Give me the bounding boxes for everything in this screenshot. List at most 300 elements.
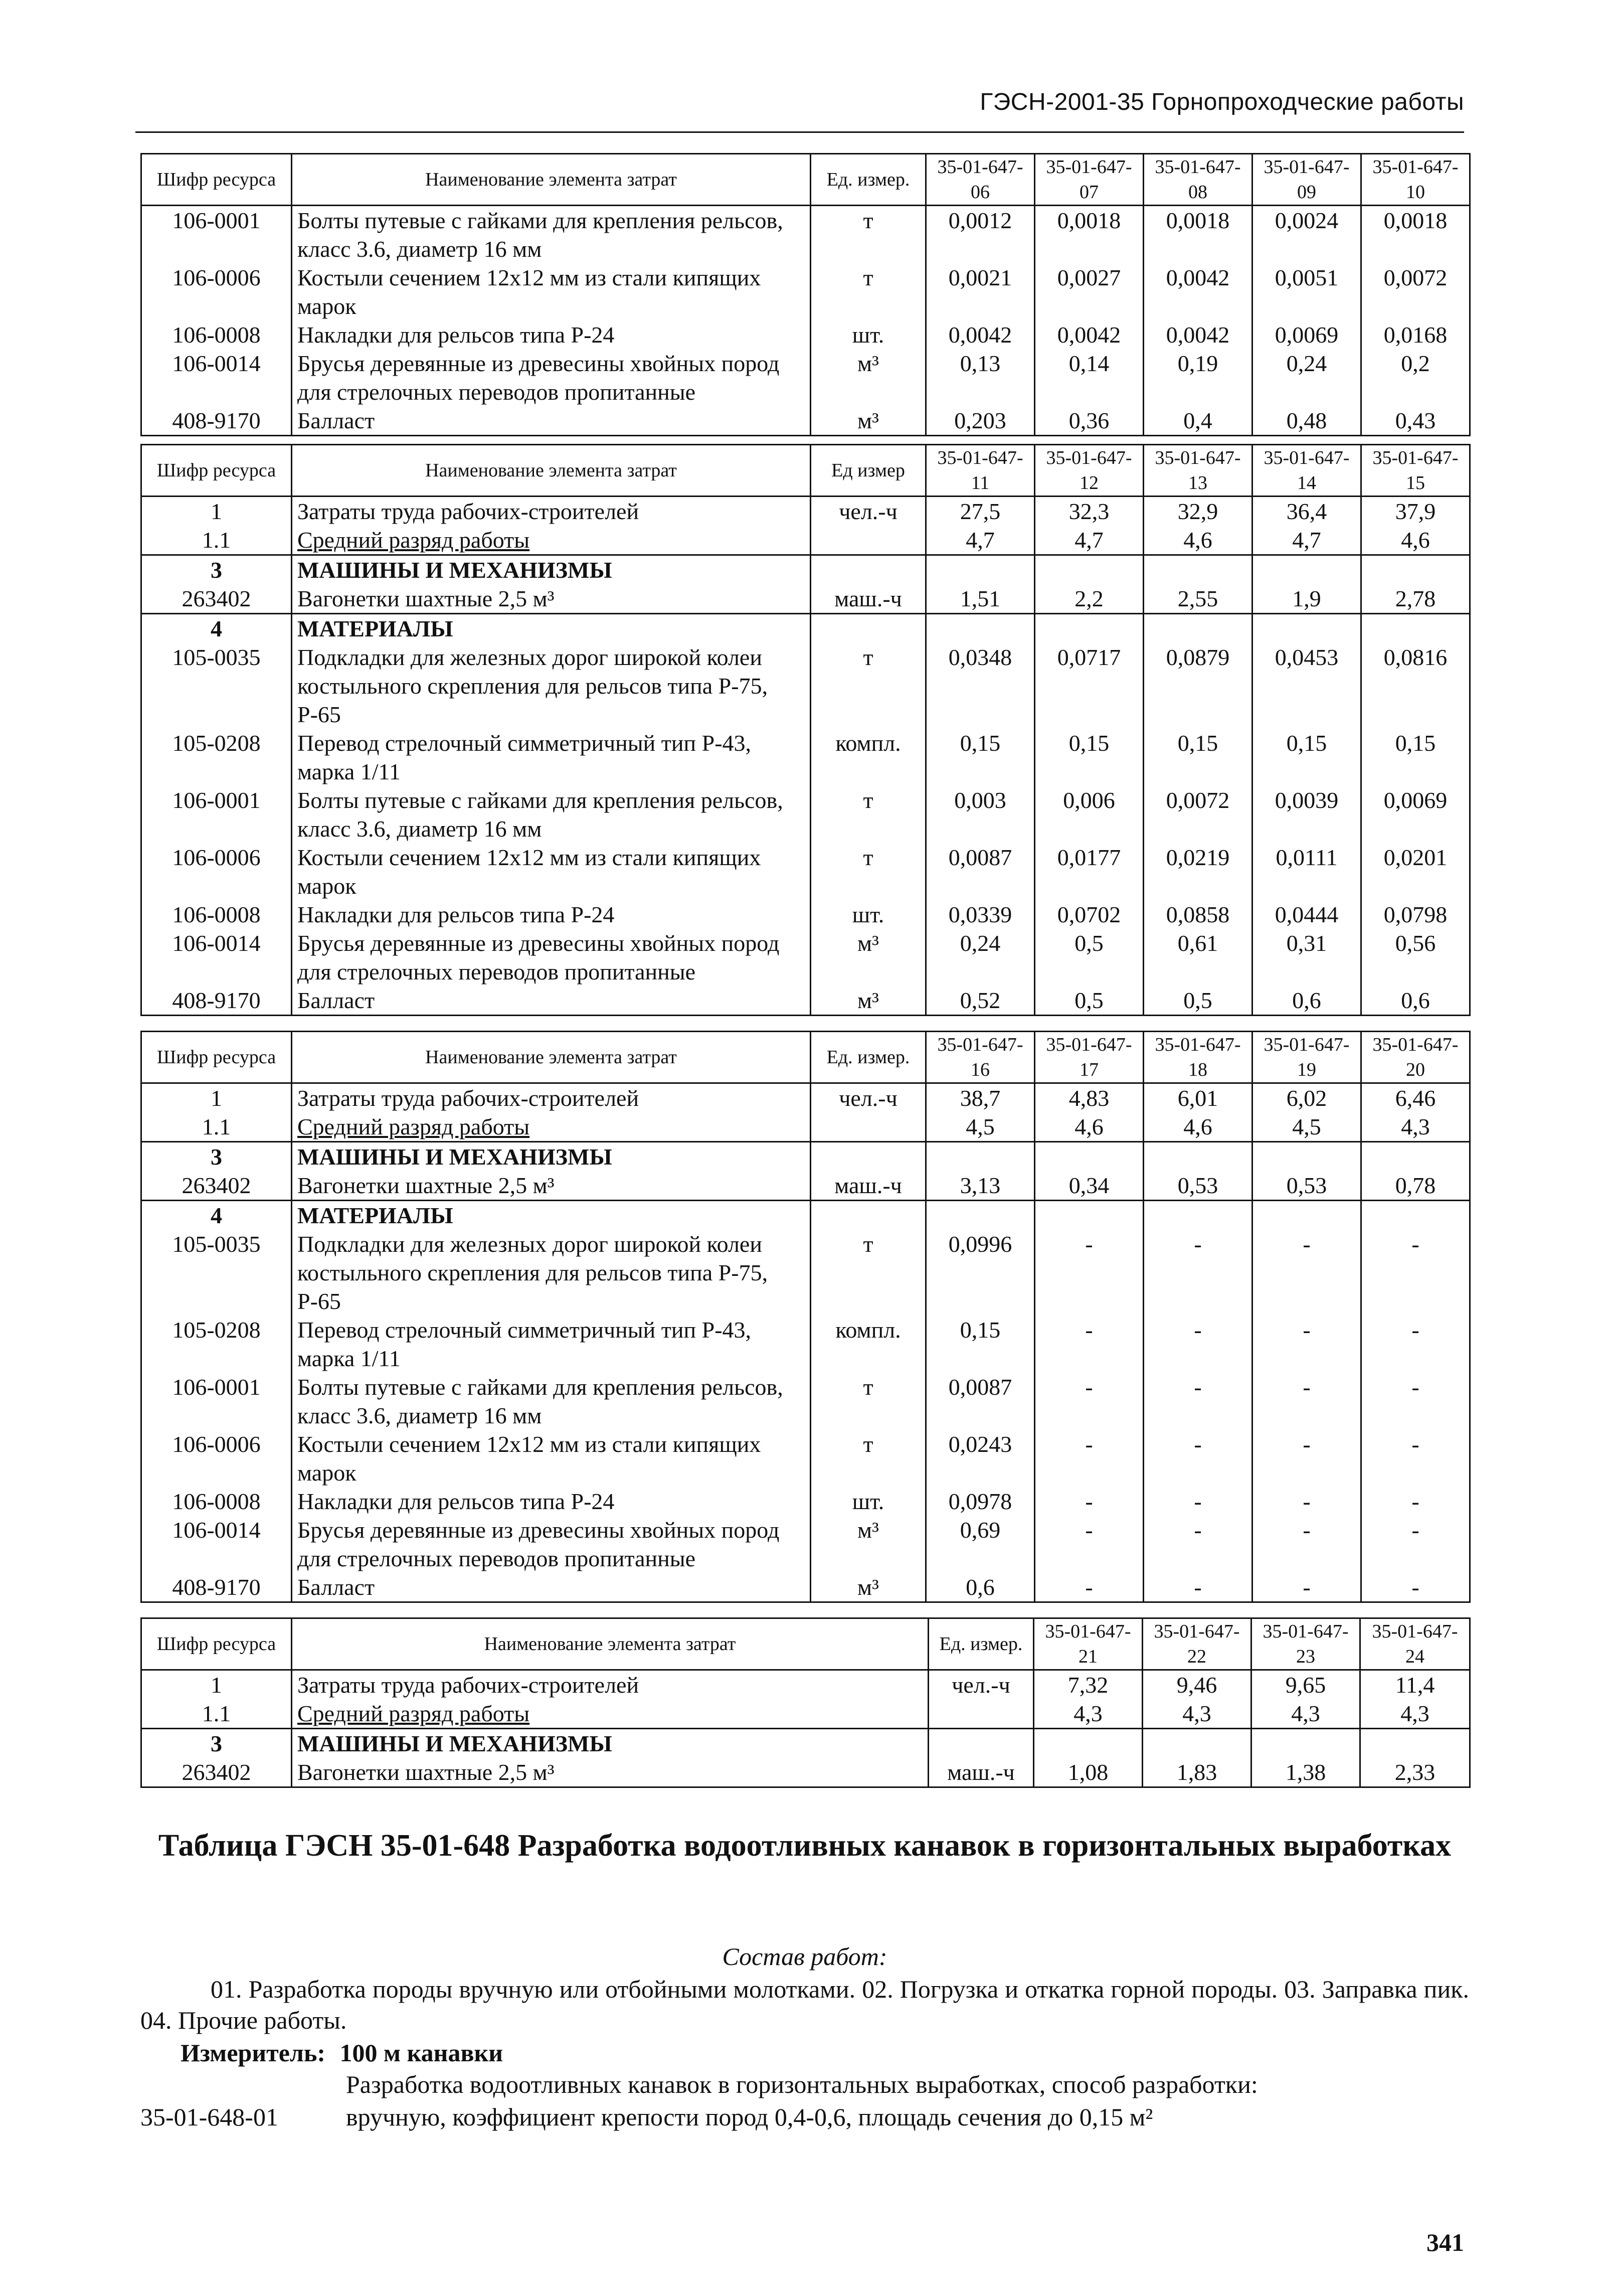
norm-value: 0,0012 bbox=[926, 206, 1035, 264]
resource-code: 106-0006 bbox=[141, 263, 292, 320]
norm-value: 0,43 bbox=[1361, 406, 1470, 436]
running-header: ГЭСН-2001-35 Горнопроходческие работы bbox=[980, 89, 1464, 115]
norm-value: - bbox=[1361, 1430, 1470, 1487]
cost-element-name: Подкладки для железных дорог широкой колеи костыльного скрепления для рельсов типа Р-75, Р-65 bbox=[292, 1230, 811, 1316]
norm-value: 2,2 bbox=[1035, 584, 1144, 614]
norm-value: 0,0201 bbox=[1361, 843, 1470, 900]
resource-table-4 bbox=[140, 1617, 1471, 1788]
unit-of-measure: т bbox=[811, 1373, 926, 1430]
norm-value: 0,0339 bbox=[926, 900, 1035, 929]
resource-code: 3 bbox=[141, 555, 292, 585]
column-header: Наименование элемента затрат bbox=[292, 154, 811, 206]
norm-value: - bbox=[1035, 1373, 1144, 1430]
norm-value: 4,7 bbox=[1035, 526, 1144, 555]
norm-value bbox=[1252, 614, 1361, 643]
norm-value bbox=[926, 555, 1035, 585]
table-row bbox=[141, 1230, 1470, 1316]
table-row bbox=[141, 1670, 1470, 1700]
cost-element-name: Затраты труда рабочих-строителей bbox=[292, 497, 811, 526]
cost-element-name: Костыли сечением 12х12 мм из стали кипящих марок bbox=[292, 843, 811, 900]
resource-code: 105-0208 bbox=[141, 729, 292, 786]
table-row bbox=[141, 206, 1470, 264]
table-row bbox=[141, 1430, 1470, 1487]
table-row bbox=[141, 786, 1470, 843]
norm-value: 1,9 bbox=[1252, 584, 1361, 614]
norm-value: 0,0039 bbox=[1252, 786, 1361, 843]
norm-value: - bbox=[1361, 1316, 1470, 1373]
norm-value: 0,0018 bbox=[1144, 206, 1252, 264]
norm-value: - bbox=[1144, 1487, 1252, 1516]
norm-value: 0,0996 bbox=[926, 1230, 1035, 1316]
norm-value: - bbox=[1252, 1373, 1361, 1430]
resource-code: 1.1 bbox=[141, 1699, 292, 1729]
table-row bbox=[141, 349, 1470, 406]
resource-table-3 bbox=[140, 1031, 1471, 1603]
norm-value bbox=[1144, 614, 1252, 643]
section-row bbox=[141, 614, 1470, 643]
norm-value: 11,4 bbox=[1360, 1670, 1470, 1700]
resource-code: 106-0001 bbox=[141, 206, 292, 264]
norm-value: - bbox=[1144, 1230, 1252, 1316]
norm-value: 0,0879 bbox=[1144, 643, 1252, 729]
norm-value: 0,0177 bbox=[1035, 843, 1144, 900]
table-row bbox=[141, 320, 1470, 349]
cost-element-name: Брусья деревянные из древесины хвойных пород для стрелочных переводов пропитанные bbox=[292, 929, 811, 986]
norm-value: 0,5 bbox=[1144, 986, 1252, 1016]
norm-value: 0,0027 bbox=[1035, 263, 1144, 320]
norm-value bbox=[1252, 555, 1361, 585]
norm-value: 0,0219 bbox=[1144, 843, 1252, 900]
norm-value: 2,78 bbox=[1361, 584, 1470, 614]
resource-code: 408-9170 bbox=[141, 986, 292, 1016]
column-header: 35-01-647-15 bbox=[1361, 445, 1470, 497]
cost-element-name: Брусья деревянные из древесины хвойных пород для стрелочных переводов пропитанные bbox=[292, 1516, 811, 1573]
norm-value: 0,78 bbox=[1361, 1171, 1470, 1201]
resource-code: 1.1 bbox=[141, 526, 292, 555]
norm-value: 27,5 bbox=[926, 497, 1035, 526]
norm-value: 7,32 bbox=[1034, 1670, 1143, 1700]
norm-value: 4,6 bbox=[1035, 1112, 1144, 1142]
cost-element-name: Балласт bbox=[292, 406, 811, 436]
unit-of-measure: шт. bbox=[811, 1487, 926, 1516]
unit-of-measure bbox=[811, 526, 926, 555]
unit-of-measure bbox=[811, 1112, 926, 1142]
header-rule bbox=[135, 131, 1464, 133]
column-header: 35-01-647-20 bbox=[1361, 1032, 1470, 1083]
column-header: 35-01-647-22 bbox=[1143, 1618, 1251, 1670]
column-header: 35-01-647-09 bbox=[1252, 154, 1361, 206]
norm-value: 0,15 bbox=[1035, 729, 1144, 786]
norm-value: 0,15 bbox=[926, 1316, 1035, 1373]
norm-value: - bbox=[1252, 1316, 1361, 1373]
norm-value: - bbox=[1035, 1316, 1144, 1373]
unit-of-measure bbox=[929, 1699, 1034, 1729]
norm-value: 0,0978 bbox=[926, 1487, 1035, 1516]
norm-value: 0,36 bbox=[1035, 406, 1144, 436]
norm-value: 0,15 bbox=[1144, 729, 1252, 786]
norm-value: 4,3 bbox=[1360, 1699, 1470, 1729]
table-row bbox=[141, 1112, 1470, 1142]
norm-value: 0,0702 bbox=[1035, 900, 1144, 929]
norm-value: 0,0042 bbox=[926, 320, 1035, 349]
unit-of-measure bbox=[811, 614, 926, 643]
cost-element-name: Средний разряд работы bbox=[292, 1699, 929, 1729]
resource-code: 408-9170 bbox=[141, 1573, 292, 1602]
norm-value: 0,006 bbox=[1035, 786, 1144, 843]
unit-of-measure: т bbox=[811, 206, 926, 264]
norm-value bbox=[926, 1142, 1035, 1172]
norm-value bbox=[1035, 1142, 1144, 1172]
norm-value: 0,0087 bbox=[926, 843, 1035, 900]
cost-element-name: Вагонетки шахтные 2,5 м³ bbox=[292, 1758, 929, 1787]
norm-value: 0,0018 bbox=[1035, 206, 1144, 264]
unit-of-measure: компл. bbox=[811, 1316, 926, 1373]
table-row bbox=[141, 526, 1470, 555]
composition-heading: Состав работ: bbox=[722, 1942, 887, 1971]
resource-table-1 bbox=[140, 153, 1471, 436]
norm-value: 0,0024 bbox=[1252, 206, 1361, 264]
column-header: Наименование элемента затрат bbox=[292, 445, 811, 497]
column-header: 35-01-647-13 bbox=[1144, 445, 1252, 497]
column-header: 35-01-647-19 bbox=[1252, 1032, 1361, 1083]
norm-value: 4,3 bbox=[1361, 1112, 1470, 1142]
norm-value: 1,83 bbox=[1143, 1758, 1251, 1787]
norm-value: - bbox=[1035, 1230, 1144, 1316]
norm-value: 2,33 bbox=[1360, 1758, 1470, 1787]
resource-code: 263402 bbox=[141, 584, 292, 614]
resource-code: 1.1 bbox=[141, 1112, 292, 1142]
norm-value: 0,0444 bbox=[1252, 900, 1361, 929]
norm-value: - bbox=[1035, 1516, 1144, 1573]
norm-value: - bbox=[1035, 1430, 1144, 1487]
unit-of-measure: маш.-ч bbox=[929, 1758, 1034, 1787]
column-header: 35-01-647-18 bbox=[1144, 1032, 1252, 1083]
norm-value: 0,0021 bbox=[926, 263, 1035, 320]
norm-value: 0,0816 bbox=[1361, 643, 1470, 729]
norm-value: 0,6 bbox=[1252, 986, 1361, 1016]
norm-value: 0,0042 bbox=[1144, 263, 1252, 320]
column-header: 35-01-647-11 bbox=[926, 445, 1035, 497]
norm-value: - bbox=[1144, 1573, 1252, 1602]
norm-value bbox=[1361, 614, 1470, 643]
work-description: Разработка водоотливных канавок в горизонтальных выработках, способ разработки: bbox=[346, 2070, 1258, 2098]
cost-element-name: Костыли сечением 12х12 мм из стали кипящих марок bbox=[292, 1430, 811, 1487]
norm-value: 0,0069 bbox=[1252, 320, 1361, 349]
norm-value: 4,5 bbox=[1252, 1112, 1361, 1142]
norm-value: - bbox=[1252, 1516, 1361, 1573]
unit-of-measure bbox=[811, 1201, 926, 1230]
cost-element-name: Подкладки для железных дорог широкой колеи костыльного скрепления для рельсов типа Р-75, Р-65 bbox=[292, 643, 811, 729]
norm-value: 0,52 bbox=[926, 986, 1035, 1016]
cost-element-name: Болты путевые с гайками для крепления рельсов, класс 3.6, диаметр 16 мм bbox=[292, 786, 811, 843]
norm-value: - bbox=[1252, 1487, 1361, 1516]
norm-value: - bbox=[1361, 1373, 1470, 1430]
section-title: Таблица ГЭСН 35-01-648 Разработка водоотливных канавок в горизонтальных выработках bbox=[158, 1829, 1452, 1863]
norm-value: 0,0072 bbox=[1144, 786, 1252, 843]
norm-value: 0,15 bbox=[1252, 729, 1361, 786]
norm-value: 37,9 bbox=[1361, 497, 1470, 526]
unit-of-measure: т bbox=[811, 843, 926, 900]
cost-element-name: Средний разряд работы bbox=[292, 1112, 811, 1142]
unit-of-measure: шт. bbox=[811, 320, 926, 349]
measure-value: 100 м канавки bbox=[339, 2039, 503, 2067]
table-row bbox=[141, 729, 1470, 786]
norm-value: 9,65 bbox=[1251, 1670, 1360, 1700]
unit-of-measure: маш.-ч bbox=[811, 584, 926, 614]
table-row bbox=[141, 929, 1470, 986]
norm-value bbox=[1035, 555, 1144, 585]
norm-value: 0,0087 bbox=[926, 1373, 1035, 1430]
norm-value: 1,08 bbox=[1034, 1758, 1143, 1787]
norm-value: 0,003 bbox=[926, 786, 1035, 843]
table-row bbox=[141, 843, 1470, 900]
table-row bbox=[141, 406, 1470, 436]
norm-value bbox=[1144, 1142, 1252, 1172]
norm-value: 0,0453 bbox=[1252, 643, 1361, 729]
column-header: 35-01-647-17 bbox=[1035, 1032, 1144, 1083]
resource-code: 106-0001 bbox=[141, 1373, 292, 1430]
column-header: 35-01-647-16 bbox=[926, 1032, 1035, 1083]
norm-value: 4,6 bbox=[1144, 1112, 1252, 1142]
norm-value: - bbox=[1144, 1316, 1252, 1373]
table-header-row bbox=[141, 1618, 1470, 1670]
resource-code: 106-0006 bbox=[141, 1430, 292, 1487]
cost-element-name: Перевод стрелочный симметричный тип Р-43, марка 1/11 bbox=[292, 1316, 811, 1373]
norm-value bbox=[1361, 1142, 1470, 1172]
cost-element-name: МАШИНЫ И МЕХАНИЗМЫ bbox=[292, 1142, 811, 1172]
norm-value: 0,0069 bbox=[1361, 786, 1470, 843]
norm-value: 4,6 bbox=[1144, 526, 1252, 555]
table-row bbox=[141, 1758, 1470, 1787]
resource-code: 105-0208 bbox=[141, 1316, 292, 1373]
cost-element-name: МАШИНЫ И МЕХАНИЗМЫ bbox=[292, 555, 811, 585]
table-row bbox=[141, 497, 1470, 526]
norm-value: 0,5 bbox=[1035, 929, 1144, 986]
unit-of-measure: м³ bbox=[811, 1516, 926, 1573]
norm-value: 0,61 bbox=[1144, 929, 1252, 986]
resource-code: 1 bbox=[141, 1083, 292, 1113]
cost-element-name: Костыли сечением 12х12 мм из стали кипящих марок bbox=[292, 263, 811, 320]
cost-element-name: Перевод стрелочный симметричный тип Р-43, марка 1/11 bbox=[292, 729, 811, 786]
cost-element-name: Вагонетки шахтные 2,5 м³ bbox=[292, 1171, 811, 1201]
norm-value: 4,83 bbox=[1035, 1083, 1144, 1113]
norm-value: 0,31 bbox=[1252, 929, 1361, 986]
cost-element-name: Болты путевые с гайками для крепления рельсов, класс 3.6, диаметр 16 мм bbox=[292, 1373, 811, 1430]
cost-element-name: Средний разряд работы bbox=[292, 526, 811, 555]
norm-value: 0,24 bbox=[1252, 349, 1361, 406]
norm-value: - bbox=[1252, 1573, 1361, 1602]
column-header: 35-01-647-14 bbox=[1252, 445, 1361, 497]
unit-of-measure: т bbox=[811, 786, 926, 843]
norm-value bbox=[1251, 1729, 1360, 1758]
norm-value: - bbox=[1252, 1230, 1361, 1316]
unit-of-measure: м³ bbox=[811, 1573, 926, 1602]
cost-element-name: Балласт bbox=[292, 1573, 811, 1602]
cost-element-name: Накладки для рельсов типа Р-24 bbox=[292, 1487, 811, 1516]
norm-value bbox=[1143, 1729, 1251, 1758]
table-header-row bbox=[141, 154, 1470, 206]
section-row bbox=[141, 1201, 1470, 1230]
column-header: Ед. измер. bbox=[811, 154, 926, 206]
resource-code: 3 bbox=[141, 1729, 292, 1758]
measure-line bbox=[181, 2037, 503, 2068]
unit-of-measure: м³ bbox=[811, 929, 926, 986]
resource-code: 105-0035 bbox=[141, 1230, 292, 1316]
resource-code: 263402 bbox=[141, 1171, 292, 1201]
column-header: Ед. измер. bbox=[811, 1032, 926, 1083]
norm-value: 0,0798 bbox=[1361, 900, 1470, 929]
norm-value: 4,3 bbox=[1251, 1699, 1360, 1729]
table-row bbox=[141, 1573, 1470, 1602]
norm-value: 0,53 bbox=[1144, 1171, 1252, 1201]
norm-value: 0,0348 bbox=[926, 643, 1035, 729]
unit-of-measure: т bbox=[811, 1230, 926, 1316]
column-header: Наименование элемента затрат bbox=[292, 1032, 811, 1083]
table-row bbox=[141, 643, 1470, 729]
norm-value: 1,38 bbox=[1251, 1758, 1360, 1787]
table-row bbox=[141, 1516, 1470, 1573]
resource-code: 1 bbox=[141, 1670, 292, 1700]
item-code: 35-01-648-01 bbox=[140, 2103, 278, 2131]
table-header-row bbox=[141, 445, 1470, 497]
norm-value: 0,0717 bbox=[1035, 643, 1144, 729]
norm-value: 0,14 bbox=[1035, 349, 1144, 406]
resource-code: 1 bbox=[141, 497, 292, 526]
norm-value: 0,0018 bbox=[1361, 206, 1470, 264]
section-row bbox=[141, 1142, 1470, 1172]
norm-value: 0,19 bbox=[1144, 349, 1252, 406]
section-row bbox=[141, 555, 1470, 585]
norm-value: 0,15 bbox=[926, 729, 1035, 786]
unit-of-measure: шт. bbox=[811, 900, 926, 929]
resource-code: 263402 bbox=[141, 1758, 292, 1787]
norm-value: 38,7 bbox=[926, 1083, 1035, 1113]
norm-value: 3,13 bbox=[926, 1171, 1035, 1201]
cost-element-name: Балласт bbox=[292, 986, 811, 1016]
norm-value: 0,0051 bbox=[1252, 263, 1361, 320]
norm-value: - bbox=[1361, 1230, 1470, 1316]
norm-value: - bbox=[1035, 1487, 1144, 1516]
column-header: 35-01-647-10 bbox=[1361, 154, 1470, 206]
norm-value: 0,34 bbox=[1035, 1171, 1144, 1201]
norm-value: 32,9 bbox=[1144, 497, 1252, 526]
cost-element-name: МАТЕРИАЛЫ bbox=[292, 614, 811, 643]
column-header: 35-01-647-06 bbox=[926, 154, 1035, 206]
page-number: 341 bbox=[1426, 2228, 1464, 2256]
norm-value bbox=[926, 1201, 1035, 1230]
column-header: Шифр ресурса bbox=[141, 445, 292, 497]
table-row bbox=[141, 1083, 1470, 1113]
table-row bbox=[141, 1699, 1470, 1729]
resource-code: 106-0008 bbox=[141, 320, 292, 349]
norm-value: - bbox=[1035, 1573, 1144, 1602]
norm-value: 0,48 bbox=[1252, 406, 1361, 436]
column-header: Наименование элемента затрат bbox=[292, 1618, 929, 1670]
norm-value: 0,0111 bbox=[1252, 843, 1361, 900]
composition-text: 01. Разработка породы вручную или отбойными молотками. 02. Погрузка и откатка горной породы. 03. Заправка пик. 04. Прочие работы. bbox=[140, 1975, 1469, 2034]
column-header: Шифр ресурса bbox=[141, 154, 292, 206]
unit-of-measure: т bbox=[811, 1430, 926, 1487]
column-header: Шифр ресурса bbox=[141, 1618, 292, 1670]
norm-value: 0,0168 bbox=[1361, 320, 1470, 349]
table-row bbox=[141, 1171, 1470, 1201]
column-header: 35-01-647-08 bbox=[1144, 154, 1252, 206]
unit-of-measure: чел.-ч bbox=[929, 1670, 1034, 1700]
resource-code: 106-0008 bbox=[141, 1487, 292, 1516]
norm-value: 32,3 bbox=[1035, 497, 1144, 526]
resource-code: 408-9170 bbox=[141, 406, 292, 436]
measure-label: Измеритель: bbox=[181, 2039, 326, 2067]
table-row bbox=[141, 1487, 1470, 1516]
column-header: Ед. измер. bbox=[929, 1618, 1034, 1670]
unit-of-measure bbox=[811, 555, 926, 585]
norm-value bbox=[1144, 555, 1252, 585]
norm-value: 0,0072 bbox=[1361, 263, 1470, 320]
section-row bbox=[141, 1729, 1470, 1758]
table-row bbox=[141, 1373, 1470, 1430]
norm-value: 6,46 bbox=[1361, 1083, 1470, 1113]
norm-value: 4,6 bbox=[1361, 526, 1470, 555]
norm-value: 0,6 bbox=[1361, 986, 1470, 1016]
table-row bbox=[141, 1316, 1470, 1373]
resource-code: 106-0014 bbox=[141, 1516, 292, 1573]
unit-of-measure bbox=[929, 1729, 1034, 1758]
norm-value: - bbox=[1361, 1573, 1470, 1602]
norm-value: 1,51 bbox=[926, 584, 1035, 614]
norm-value bbox=[1034, 1729, 1143, 1758]
norm-value: 2,55 bbox=[1144, 584, 1252, 614]
norm-value: 0,69 bbox=[926, 1516, 1035, 1573]
norm-value: - bbox=[1144, 1430, 1252, 1487]
norm-value bbox=[1035, 1201, 1144, 1230]
norm-value: 0,24 bbox=[926, 929, 1035, 986]
norm-value: 4,7 bbox=[1252, 526, 1361, 555]
norm-value: 36,4 bbox=[1252, 497, 1361, 526]
norm-value bbox=[926, 614, 1035, 643]
resource-code: 106-0014 bbox=[141, 929, 292, 986]
unit-of-measure: м³ bbox=[811, 986, 926, 1016]
column-header: Шифр ресурса bbox=[141, 1032, 292, 1083]
norm-value: 4,3 bbox=[1143, 1699, 1251, 1729]
norm-value bbox=[1361, 1201, 1470, 1230]
norm-value: 0,15 bbox=[1361, 729, 1470, 786]
unit-of-measure: чел.-ч bbox=[811, 1083, 926, 1113]
norm-value: - bbox=[1252, 1430, 1361, 1487]
cost-element-name: МАШИНЫ И МЕХАНИЗМЫ bbox=[292, 1729, 929, 1758]
table-row bbox=[141, 900, 1470, 929]
norm-value bbox=[1035, 614, 1144, 643]
norm-value: 0,0042 bbox=[1035, 320, 1144, 349]
norm-value bbox=[1361, 555, 1470, 585]
column-header: 35-01-647-24 bbox=[1360, 1618, 1470, 1670]
unit-of-measure: компл. bbox=[811, 729, 926, 786]
norm-value: 6,02 bbox=[1252, 1083, 1361, 1113]
norm-value: 0,13 bbox=[926, 349, 1035, 406]
resource-code: 106-0006 bbox=[141, 843, 292, 900]
column-header: 35-01-647-12 bbox=[1035, 445, 1144, 497]
norm-value: 4,5 bbox=[926, 1112, 1035, 1142]
cost-element-name: МАТЕРИАЛЫ bbox=[292, 1201, 811, 1230]
unit-of-measure: м³ bbox=[811, 349, 926, 406]
resource-code: 3 bbox=[141, 1142, 292, 1172]
table-header-row bbox=[141, 1032, 1470, 1083]
cost-element-name: Затраты труда рабочих-строителей bbox=[292, 1083, 811, 1113]
table-row bbox=[141, 986, 1470, 1016]
norm-value: - bbox=[1144, 1373, 1252, 1430]
norm-value bbox=[1252, 1201, 1361, 1230]
unit-of-measure: т bbox=[811, 263, 926, 320]
column-header: 35-01-647-23 bbox=[1251, 1618, 1360, 1670]
